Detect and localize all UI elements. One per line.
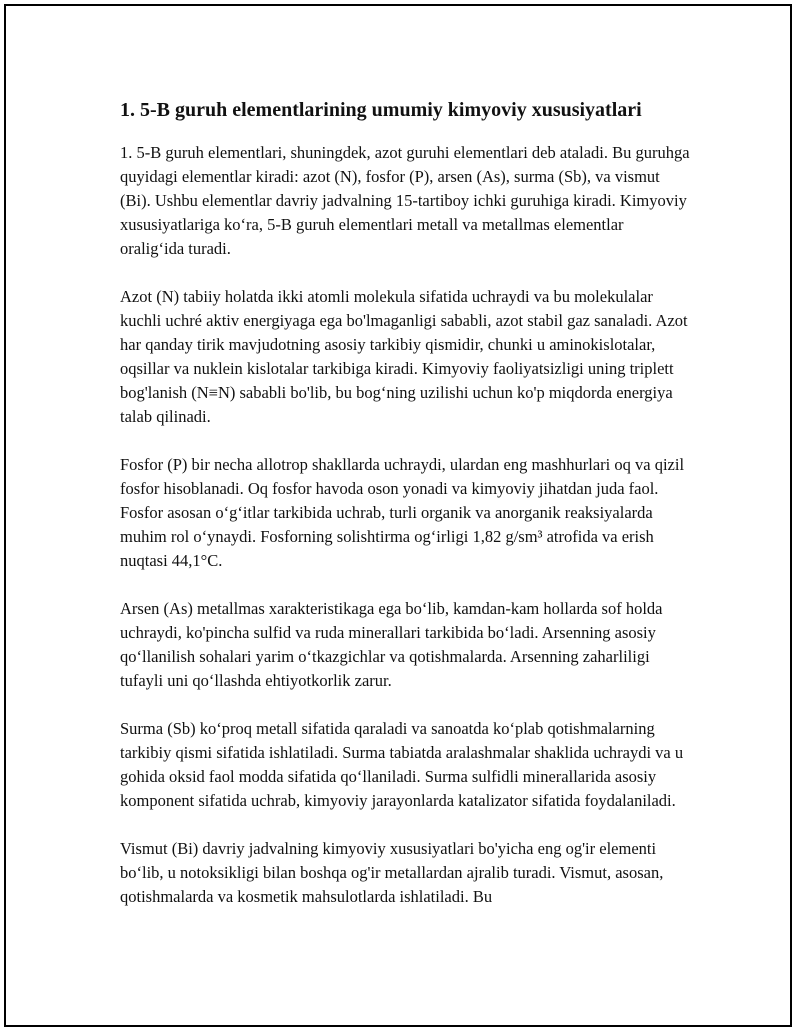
paragraph-surma: Surma (Sb) ko‘proq metall sifatida qaraladi va sanoatda ko‘plab qotishmalarning tarkibiy qismi sifatida ishlatiladi. Surma tabiatda aralashmalar shaklida uchraydi va u gohida oksid faol modda sifatida qo‘llaniladi. Surma sulfidli minerallarida asosiy komponent sifatida uchrab, kimyoviy jarayonlarda katalizator sifatida foydalaniladi.	[120, 719, 684, 810]
paragraph-vismut: Vismut (Bi) davriy jadvalning kimyoviy xususiyatlari bo'yicha eng og'ir elementi bo‘lib, u notoksikligi bilan boshqa og'ir metallardan ajralib turadi. Vismut, asosan, qotishmalarda va kosmetik mahsulotlarda ishlatiladi. Bu	[120, 839, 664, 906]
section-heading: 1. 5-B guruh elementlarining umumiy kimyoviy xususiyatlari	[120, 99, 642, 121]
document-page	[4, 4, 792, 1027]
paragraph-fosfor: Fosfor (P) bir necha allotrop shakllarda uchraydi, ulardan eng mashhurlari oq va qizil fosfor hisoblanadi. Oq fosfor havoda oson yonadi va kimyoviy jihatdan juda faol. Fosfor asosan o‘g‘itlar tarkibida uchrab, turli organik va anorganik reaksiyalarda muhim rol o‘ynaydi. Fosforning solishtirma og‘irligi 1,82 g/sm³ atrofida va erish nuqtasi 44,1°C.	[120, 455, 685, 570]
paragraph-intro: 1. 5-B guruh elementlari, shuningdek, azot guruhi elementlari deb ataladi. Bu guruhga quyidagi elementlar kiradi: azot (N), fosfor (P), arsen (As), surma (Sb), va vismut (Bi). Ushbu elementlar davriy jadvalning 15-tartiboy ichki guruhiga kiradi. Kimyoviy xususiyatlariga ko‘ra, 5-B guruh elementlari metall va metallmas elementlar oralig‘ida turadi.	[120, 143, 690, 258]
paragraph-azot: Azot (N) tabiiy holatda ikki atomli molekula sifatida uchraydi va bu molekulalar kuchli uchré aktiv energiyaga ega bo'lmaganligi sababli, azot stabil gaz sanaladi. Azot har qanday tirik mavjudotning asosiy tarkibiy qismidir, chunki u aminokislotalar, oqsillar va nuklein kislotalar tarkibiga kiradi. Kimyoviy faoliyatsizligi uning triplett bog'lanish (N≡N) sababli bo'lib, bu bog‘ning uzilishi uchun ko'p miqdorda energiya talab qilinadi.	[120, 287, 688, 426]
paragraph-arsen: Arsen (As) metallmas xarakteristikaga ega bo‘lib, kamdan-kam hollarda sof holda uchraydi, ko'pincha sulfid va ruda minerallari tarkibida bo‘ladi. Arsenning asosiy qo‘llanilish sohalari yarim o‘tkazgichlar va qotishmalarda. Arsenning zaharliligi tufayli uni qo‘llashda ehtiyotkorlik zarur.	[120, 599, 663, 690]
document-body	[120, 97, 690, 933]
